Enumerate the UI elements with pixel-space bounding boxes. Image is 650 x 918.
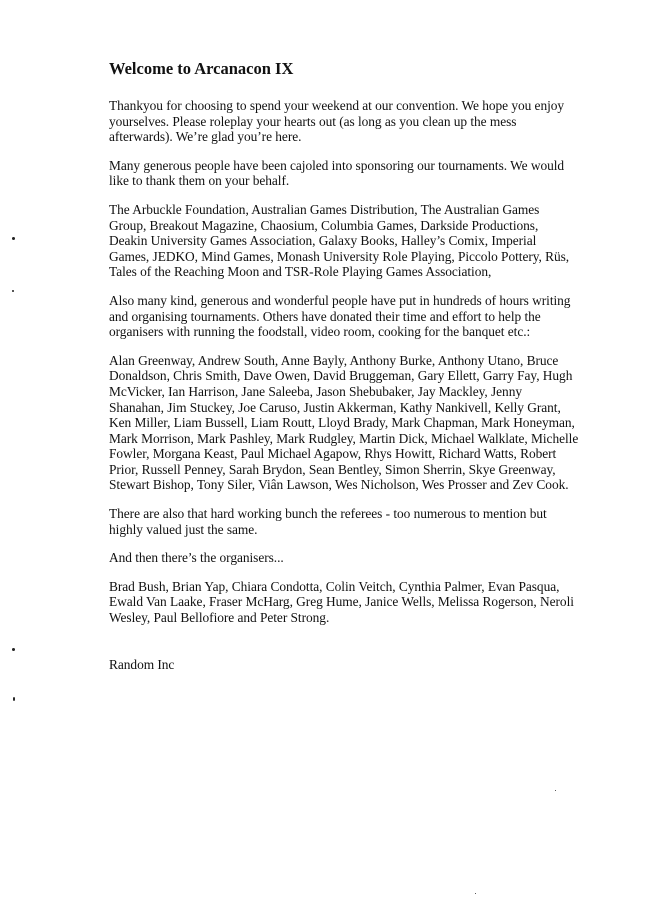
document-title: Welcome to Arcanacon IX [109, 59, 294, 78]
volunteers-intro-paragraph: Also many kind, generous and wonderful people have put in hundreds of hours writing and organising tournaments. Others have donated their time and effort to help the organisers with running the foodstall, video room, cooking for the banquet etc.: [109, 292, 571, 340]
scan-speck [12, 237, 15, 240]
scan-speck [12, 648, 15, 651]
scan-speck [555, 790, 556, 791]
scan-speck [13, 697, 15, 701]
signoff: Random Inc [109, 656, 175, 672]
sponsors-list-paragraph: The Arbuckle Foundation, Australian Games Distribution, The Australian Games Group, Breakout Magazine, Chaosium, Columbia Games, Darkside Productions, Deakin University Games Association, Galaxy Books, Halley’s Comix, Imperial Games, JEDKO, Mind Games, Monash University Role Playing, Piccolo Pottery, Rüs, Tales of the Reaching Moon and TSR-Role Playing Games Association, [109, 201, 570, 280]
scan-speck [12, 290, 14, 292]
referees-paragraph: There are also that hard working bunch the referees - too numerous to mention but highly valued just the same. [109, 506, 547, 537]
volunteers-list-paragraph: Alan Greenway, Andrew South, Anne Bayly, Anthony Burke, Anthony Utano, Bruce Donaldson, Chris Smith, Dave Owen, David Bruggeman, Gary Ellett, Garry Fay, Hugh McVicker, Ian Harrison, Jane Saleeba, Jason Shebubaker, Jay Mackley, Jenny Shanahan, Jim Stuckey, Joe Caruso, Justin Akkerman, Kathy Nankivell, Kelly Grant, Ken Miller, Liam Bussell, Liam Routt, Lloyd Brady, Mark Chapman, Mark Honeyman, Mark Morrison, Mark Pashley, Mark Rudgley, Martin Dick, Michael Walklate, Michelle Fowler, Morgana Keast, Paul Michael Agapow, Rhys Howitt, Richard Watts, Robert Prior, Russell Penney, Sarah Brydon, Sean Bentley, Simon Sherrin, Skye Greenway, Stewart Bishop, Tony Siler, Viân Lawson, Wes Nicholson, Wes Prosser and Zev Cook. [109, 352, 579, 493]
intro-paragraph: Thankyou for choosing to spend your weekend at our convention. We hope you enjoy yourselves. Please roleplay your hearts out (as long as you clean up the mess afterwards). We’re glad you’re here. [109, 98, 565, 145]
sponsors-intro-paragraph: Many generous people have been cajoled into sponsoring our tournaments. We would like to thank them on your behalf. [109, 157, 565, 189]
scan-speck [475, 893, 476, 894]
organisers-list-paragraph: Brad Bush, Brian Yap, Chiara Condotta, Colin Veitch, Cynthia Palmer, Evan Pasqua, Ewald Van Laake, Fraser McHarg, Greg Hume, Janice Wells, Melissa Rogerson, Neroli Wesley, Paul Bellofiore and Peter Strong. [109, 578, 574, 626]
organisers-intro-paragraph: And then there’s the organisers... [109, 550, 284, 566]
document-page [109, 59, 579, 685]
